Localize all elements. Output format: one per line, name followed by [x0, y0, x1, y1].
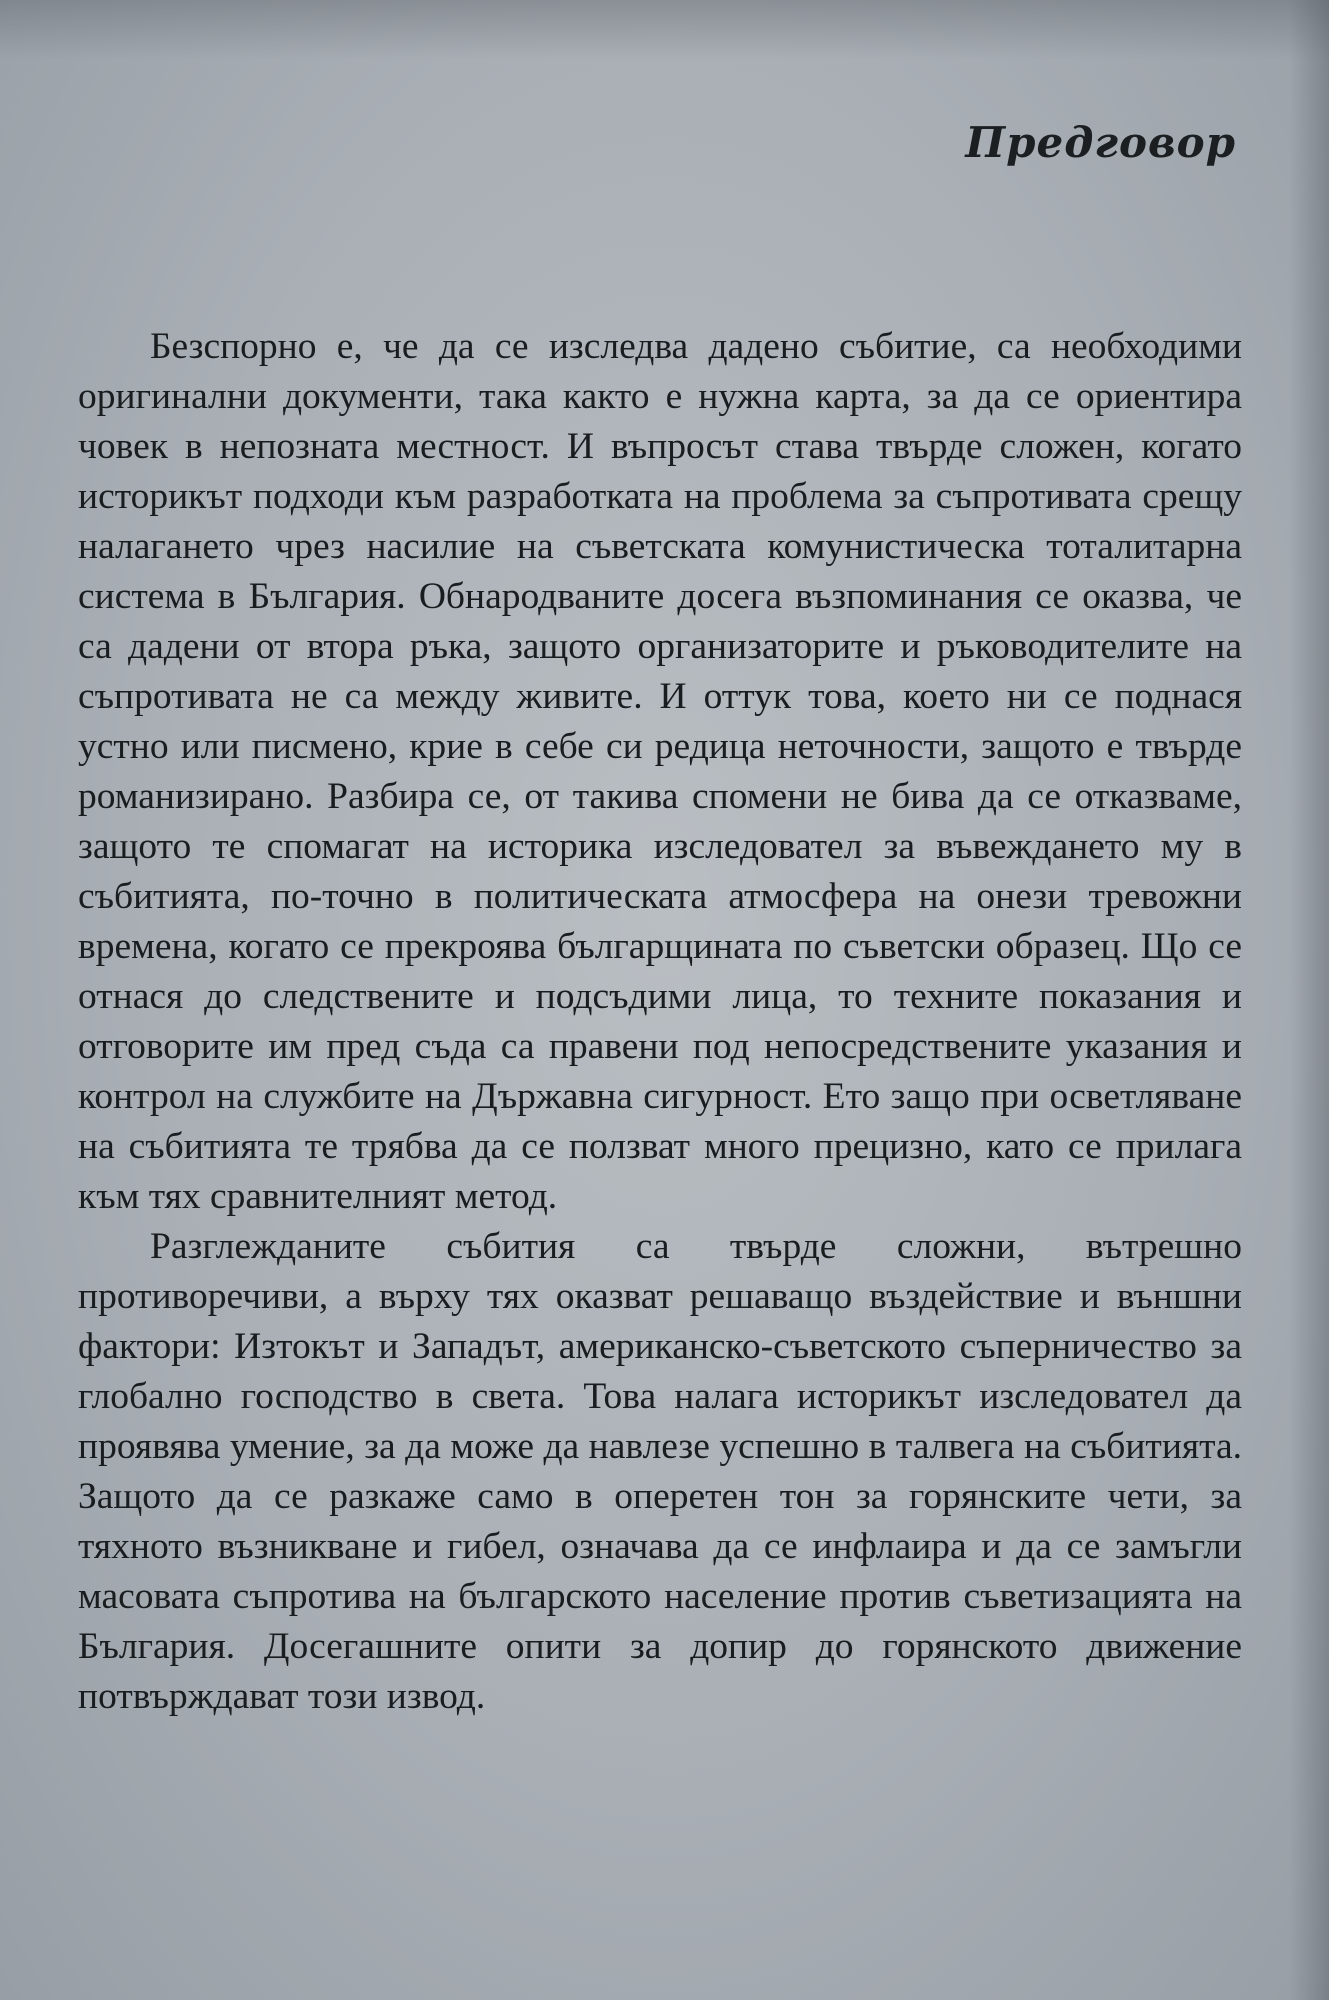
- paragraph-1: Безспорно е, че да се изследва дадено събитие, са необходими оригинални документи, така както е нужна карта, за да се ориентира човек в непозната местност. И въпросът става твърде сложен, когато историкът подходи към разработката на проблема за съпротивата срещу налагането чрез насилие на съветската комунистическа тоталитарна система в България. Обнародваните досега възпоминания се оказва, че са дадени от втора ръка, защото организаторите и ръководителите на съпротивата не са между живите. И оттук това, което ни се поднася устно или писмено, крие в себе си редица неточности, защото е твърде романизирано. Разбира се, от такива спомени не бива да се отказваме, защото те спомагат на историка изследовател за въвеждането му в събитията, по-точно в политическата атмосфера на онези тревожни времена, когато се прекроява българщината по съветски образец. Що се отнася до следствените и подсъдими лица, то техните показания и отговорите им пред съда са правени под непосредствените указания и контрол на службите на Държавна сигурност. Ето защо при осветляване на събитията те трябва да се ползват много прецизно, като се прилага към тях сравнителният метод.: [78, 326, 1242, 1217]
- body-text: [78, 322, 1242, 1722]
- page-top-shadow: [0, 0, 1329, 60]
- paragraph-2: Разглежданите събития са твърде сложни, вътрешно противоречиви, а върху тях оказват решаващо въздействие и външни фактори: Изтокът и Западът, американско-съветското съперничество за глобално господство в света. Това налага историкът изследовател да проявява умение, за да може да навлезе успешно в талвега на събитията. Защото да се разкаже само в оперетен тон за горянските чети, за тяхното възникване и гибел, означава да се инфлаира и да се замъгли масовата съпротива на българското население против съветизацията на България. Досегашните опити за допир до горянското движение потвърждават този извод.: [78, 1226, 1242, 1717]
- page-right-shadow: [1289, 0, 1329, 2000]
- page-title: Предговор: [965, 118, 1236, 167]
